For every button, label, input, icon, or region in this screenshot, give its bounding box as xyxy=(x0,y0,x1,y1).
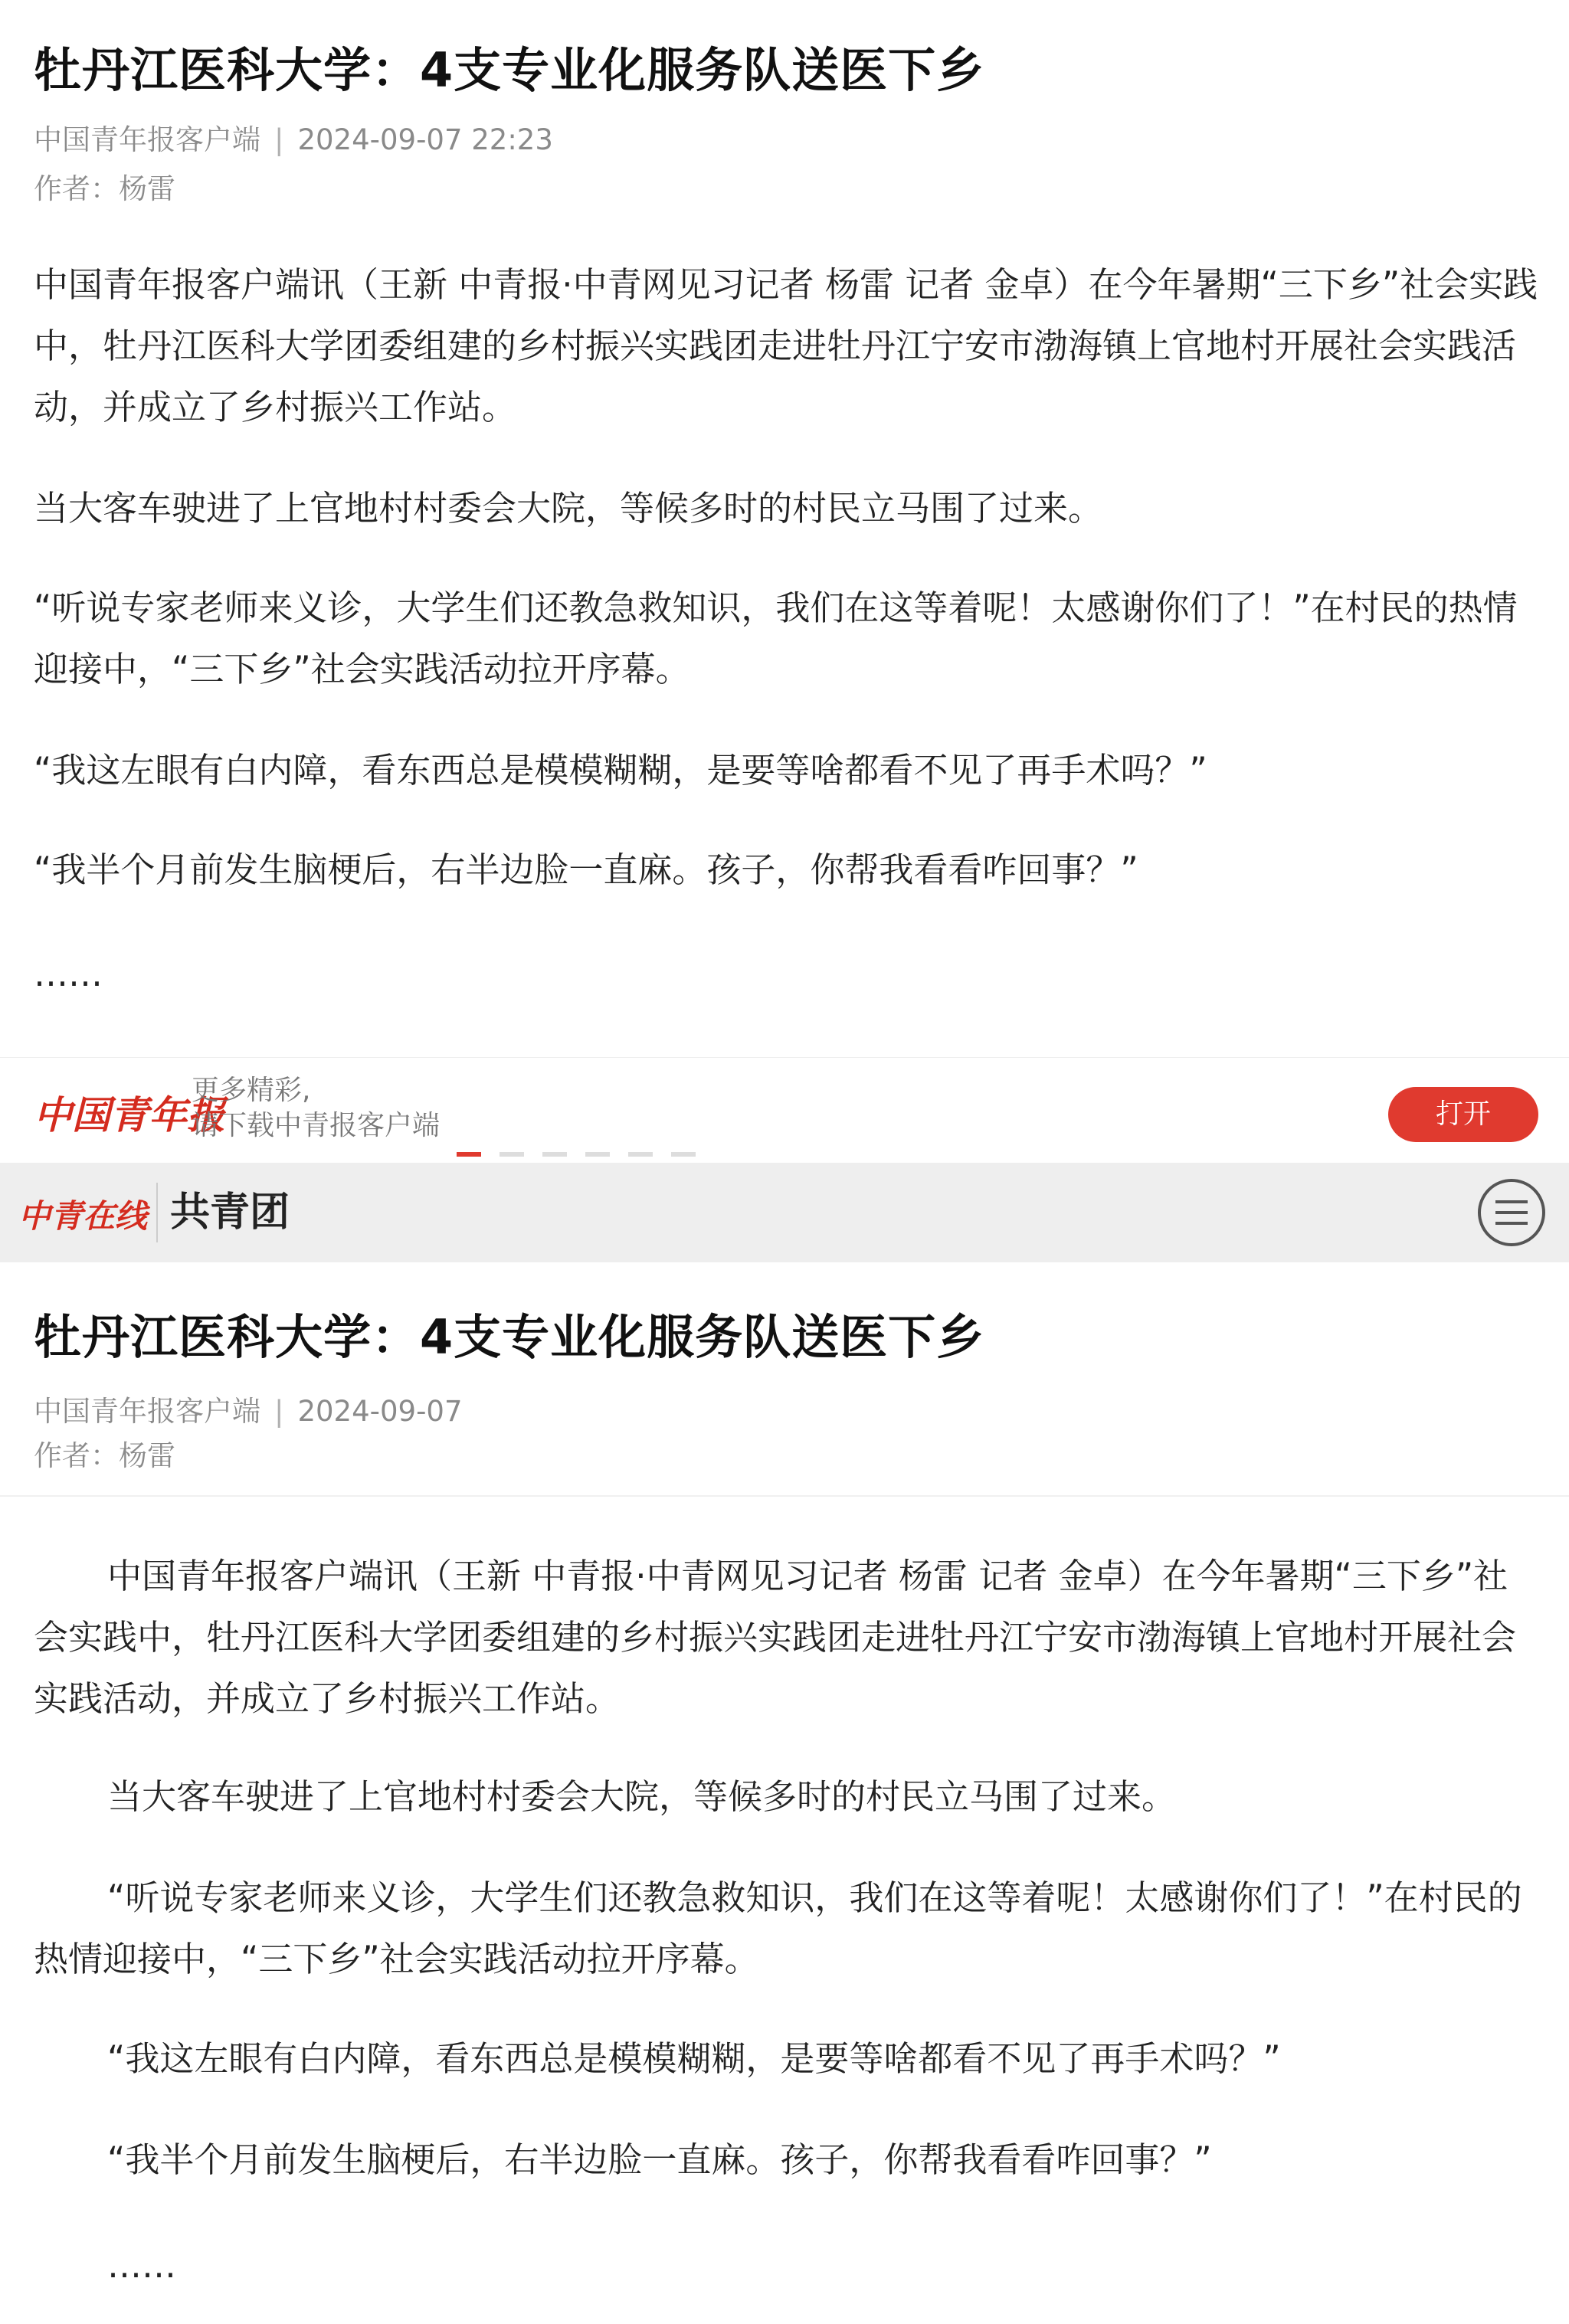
open-app-button[interactable]: 打开 xyxy=(1388,1087,1538,1142)
article-paragraph: “我这左眼有白内障，看东西总是模模糊糊，是要等啥都看不见了再手术吗？” xyxy=(34,750,1207,790)
article-date: 2024-09-07 xyxy=(297,1395,463,1428)
article-meta: 中国青年报客户端 | 2024-09-07 xyxy=(34,1395,463,1428)
carousel-dot-active xyxy=(457,1152,481,1157)
article-paragraph: “我半个月前发生脑梗后，右半边脸一直麻。孩子，你帮我看看咋回事？” xyxy=(107,2139,1212,2180)
article-source: 中国青年报客户端 xyxy=(34,1395,260,1428)
top-article xyxy=(0,0,1569,1057)
banner-line-1: 更多精彩, xyxy=(192,1075,311,1106)
article-paragraph: 当大客车驶进了上官地村村委会大院，等候多时的村民立马围了过来。 xyxy=(34,488,1103,529)
carousel-dot xyxy=(628,1152,653,1157)
article-author: 作者：杨雷 xyxy=(34,1439,175,1472)
app-download-banner[interactable] xyxy=(0,1057,1569,1162)
carousel-dot xyxy=(671,1152,696,1157)
article-paragraph: “听说专家老师来义诊，大学生们还教急救知识，我们在这等着呢！太感谢你们了！”在村民的热情迎接中，“三下乡”社会实践活动拉开序幕。 xyxy=(34,1877,1522,1979)
article-paragraph: 中国青年报客户端讯（王新 中青报·中青网见习记者 杨雷 记者 金卓）在今年暑期“三下乡”社会实践中，牡丹江医科大学团委组建的乡村振兴实践团走进牡丹江宁安市渤海镇上官地村开展社会实践活动，并成立了乡村振兴工作站。 xyxy=(34,264,1538,427)
article-paragraph: 当大客车驶进了上官地村村委会大院，等候多时的村民立马围了过来。 xyxy=(107,1776,1177,1817)
site-logo-text: 中青在线 xyxy=(18,1197,148,1235)
article-meta: 中国青年报客户端 | 2024-09-07 22:23 xyxy=(34,123,553,156)
article-datetime: 2024-09-07 22:23 xyxy=(297,123,553,156)
banner-logo-text: 中国青年报 xyxy=(34,1092,225,1137)
article-paragraph: “我这左眼有白内障，看东西总是模模糊糊，是要等啥都看不见了再手术吗？” xyxy=(107,2038,1281,2079)
carousel-dot xyxy=(542,1152,567,1157)
article-source: 中国青年报客户端 xyxy=(34,123,260,156)
article-paragraph: “听说专家老师来义诊，大学生们还教急救知识，我们在这等着呢！太感谢你们了！”在村民的热情迎接中，“三下乡”社会实践活动拉开序幕。 xyxy=(34,588,1518,689)
article-paragraph: “我半个月前发生脑梗后，右半边脸一直麻。孩子，你帮我看看咋回事？” xyxy=(34,849,1138,890)
meta-divider xyxy=(0,1495,1569,1497)
cyol-logo[interactable] xyxy=(17,1180,147,1245)
article-author: 作者：杨雷 xyxy=(34,172,175,205)
channel-title[interactable]: 共青团 xyxy=(170,1190,290,1236)
article-title: 牡丹江医科大学：4支专业化服务队送医下乡 xyxy=(34,1309,985,1365)
hamburger-menu-icon[interactable] xyxy=(1477,1178,1546,1247)
article-title: 牡丹江医科大学：4支专业化服务队送医下乡 xyxy=(34,42,985,98)
banner-promo-text xyxy=(192,1073,440,1144)
article-ellipsis: …… xyxy=(107,2245,176,2286)
site-header xyxy=(0,1163,1569,1262)
banner-line-2: 请下载中青报客户端 xyxy=(192,1110,441,1141)
china-youth-daily-logo xyxy=(31,1072,225,1148)
article-ellipsis: …… xyxy=(34,954,103,994)
article-paragraph: 中国青年报客户端讯（王新 中青报·中青网见习记者 杨雷 记者 金卓）在今年暑期“三下乡”社会实践中，牡丹江医科大学团委组建的乡村振兴实践团走进牡丹江宁安市渤海镇上官地村开展社会实践活动，并成立了乡村振兴工作站。 xyxy=(34,1556,1517,1719)
header-divider xyxy=(156,1183,158,1242)
carousel-dot xyxy=(585,1152,610,1157)
carousel-dot xyxy=(500,1152,524,1157)
